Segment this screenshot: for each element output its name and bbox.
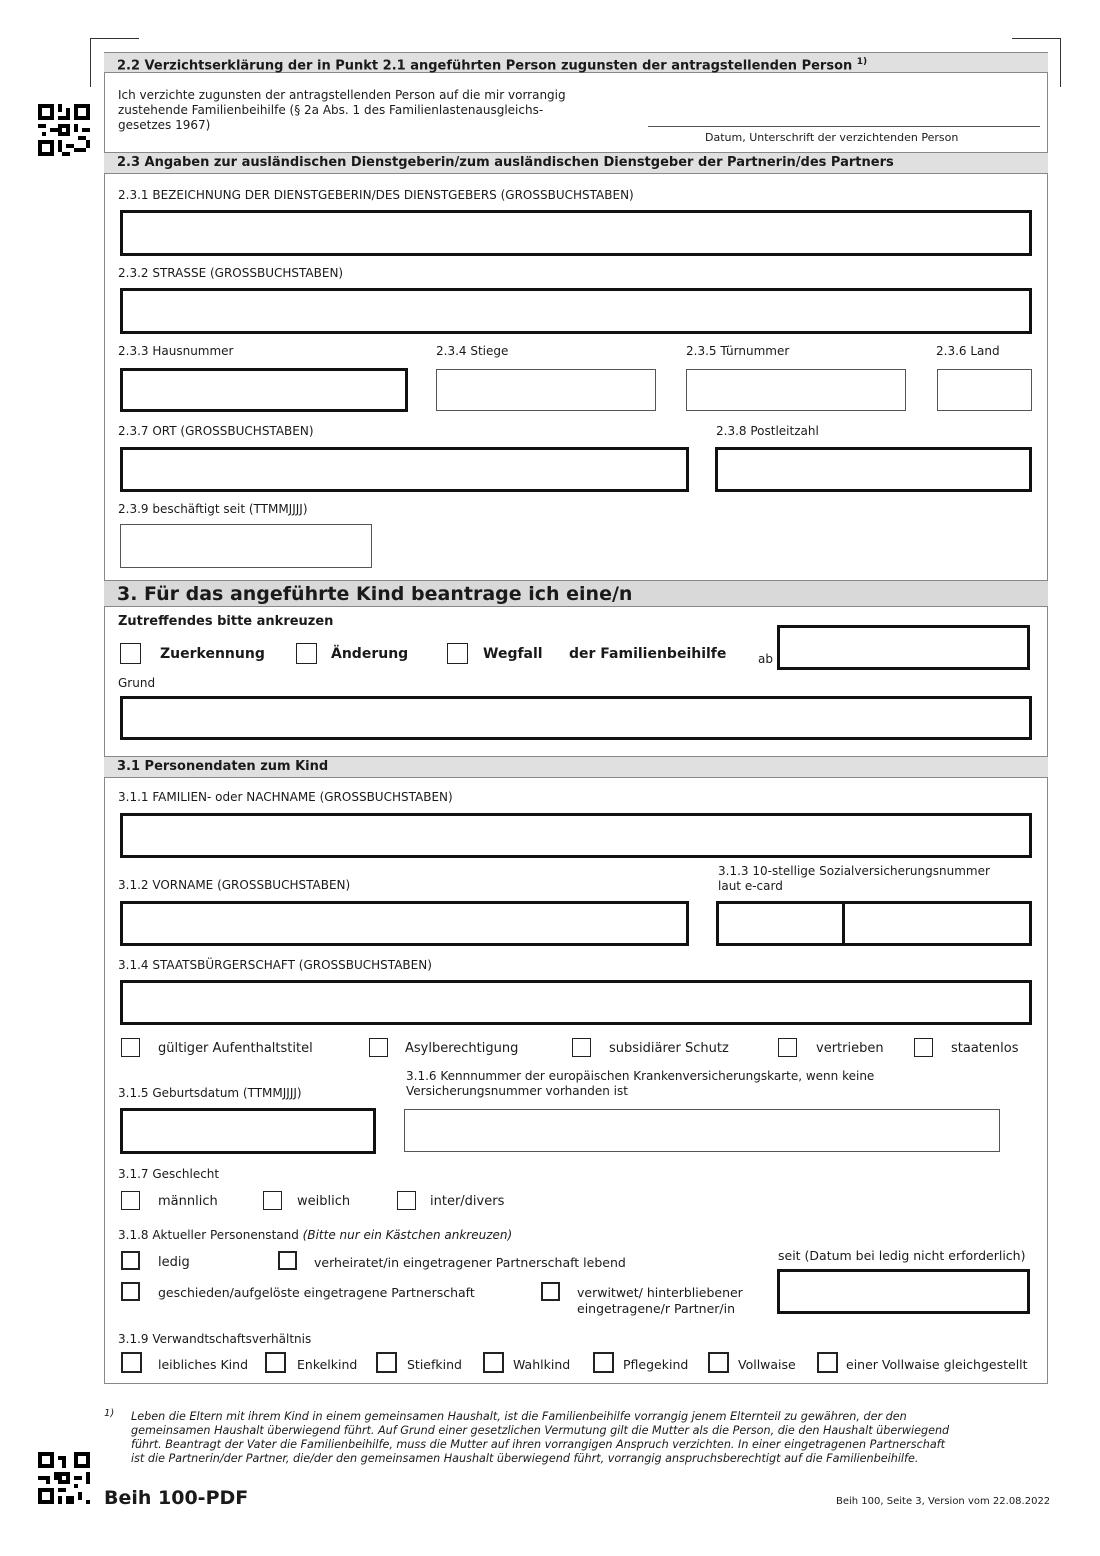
label-3-1-6-line2: Versicherungsnummer vorhanden ist — [406, 1084, 628, 1098]
footnote-line3: führt. Beantragt der Vater die Familienbeihilfe, muss die Mutter auf ihren vorrangigen Anspruch verzichten. In einer eingetragenen Partnerschaft — [131, 1438, 946, 1451]
label-3-1-8-hint: (Bitte nur ein Kästchen ankreuzen) — [302, 1228, 513, 1242]
citizenship-input[interactable] — [120, 980, 1032, 1025]
label-3-1-3-line1: 3.1.3 10-stellige Sozialversicherungsnummer — [718, 864, 990, 878]
section-2-2-header — [104, 52, 1048, 73]
first-name-input[interactable] — [120, 901, 689, 946]
waiver-text-line2: zustehende Familienbeihilfe (§ 2a Abs. 1 des Familienlastenausgleichs- — [118, 103, 544, 117]
label-2-3-7: 2.3.7 ORT (GROSSBUCHSTABEN) — [118, 424, 314, 438]
checkbox-asylberechtigung[interactable] — [369, 1038, 388, 1057]
checkbox-ledig[interactable] — [121, 1251, 140, 1270]
qr-code-bottom — [38, 1452, 90, 1504]
qr-code-top — [38, 104, 90, 156]
checkbox-aufenthaltstitel[interactable] — [121, 1038, 140, 1057]
label-3-1-5: 3.1.5 Geburtsdatum (TTMMJJJJ) — [118, 1086, 302, 1100]
checkbox-staatenlos[interactable] — [914, 1038, 933, 1057]
label-3-1-8 — [118, 1228, 512, 1242]
label-2-3-3: 2.3.3 Hausnummer — [118, 344, 234, 358]
checkbox-weiblich[interactable] — [263, 1191, 282, 1210]
label-2-3-9: 2.3.9 beschäftigt seit (TTMMJJJJ) — [118, 502, 308, 516]
staircase-input[interactable] — [436, 369, 656, 411]
label-subsidiaerer-schutz: subsidiärer Schutz — [609, 1041, 729, 1056]
label-staatenlos: staatenlos — [951, 1041, 1019, 1056]
section-3-1-header — [104, 756, 1048, 778]
label-2-3-5: 2.3.5 Türnummer — [686, 344, 790, 358]
label-wahlkind: Wahlkind — [513, 1357, 571, 1372]
section-3-header — [104, 580, 1048, 607]
label-3-1-9: 3.1.9 Verwandtschaftsverhältnis — [118, 1332, 312, 1346]
checkbox-verheiratet[interactable] — [278, 1251, 297, 1270]
section-2-2-title: 2.2 Verzichtserklärung der in Punkt 2.1 angeführten Person zugunsten der antragstellenden Person — [117, 58, 853, 74]
label-3-1-6-line1: 3.1.6 Kennnummer der europäischen Krankenversicherungskarte, wenn keine — [406, 1069, 875, 1083]
label-geschieden: geschieden/aufgelöste eingetragene Partnerschaft — [158, 1285, 475, 1300]
employed-since-input[interactable] — [120, 524, 372, 568]
label-asylberechtigung: Asylberechtigung — [405, 1041, 519, 1056]
checkbox-vollwaise-gleichgestellt[interactable] — [817, 1352, 838, 1373]
signature-caption: Datum, Unterschrift der verzichtenden Person — [705, 131, 959, 144]
label-vertrieben: vertrieben — [816, 1041, 884, 1056]
checkbox-pflegekind[interactable] — [593, 1352, 614, 1373]
label-2-3-4: 2.3.4 Stiege — [436, 344, 509, 358]
label-vollwaise: Vollwaise — [738, 1357, 796, 1372]
label-verwitwet-line2: eingetragene/r Partner/in — [577, 1301, 736, 1316]
checkbox-subsidiaerer-schutz[interactable] — [572, 1038, 591, 1057]
postal-code-input[interactable] — [715, 447, 1032, 492]
checkbox-stiefkind[interactable] — [376, 1352, 397, 1373]
svnr-part2-input[interactable] — [842, 901, 1032, 946]
reason-input[interactable] — [120, 696, 1032, 740]
waiver-text-line3: gesetzes 1967) — [118, 118, 211, 132]
checkbox-leibliches-kind[interactable] — [121, 1352, 142, 1373]
label-ab: ab — [758, 652, 773, 666]
checkbox-zuerkennung[interactable] — [120, 643, 141, 664]
label-3-1-7: 3.1.7 Geschlecht — [118, 1167, 220, 1181]
footnote-marker: 1) — [104, 1408, 115, 1419]
label-pflegekind: Pflegekind — [623, 1357, 689, 1372]
section-2-3-header — [104, 152, 1048, 174]
section-3-1-title: 3.1 Personendaten zum Kind — [117, 759, 329, 774]
street-input[interactable] — [120, 288, 1032, 334]
label-verheiratet: verheiratet/in eingetragener Partnerschaft lebend — [314, 1255, 626, 1270]
city-input[interactable] — [120, 447, 689, 492]
checkbox-aenderung[interactable] — [296, 643, 317, 664]
checkbox-geschieden[interactable] — [121, 1282, 140, 1301]
label-stiefkind: Stiefkind — [407, 1357, 462, 1372]
door-number-input[interactable] — [686, 369, 906, 411]
country-input[interactable] — [937, 369, 1032, 411]
label-weiblich: weiblich — [297, 1194, 351, 1209]
footnote-ref: 1) — [856, 57, 868, 67]
checkbox-verwitwet[interactable] — [541, 1282, 560, 1301]
checkbox-maennlich[interactable] — [121, 1191, 140, 1210]
marital-since-input[interactable] — [777, 1269, 1030, 1314]
checkbox-wahlkind[interactable] — [483, 1352, 504, 1373]
label-grund: Grund — [118, 676, 156, 690]
checkbox-vollwaise[interactable] — [708, 1352, 729, 1373]
birth-date-input[interactable] — [120, 1108, 376, 1154]
form-id: Beih 100-PDF — [104, 1487, 249, 1509]
label-wegfall: Wegfall — [483, 646, 543, 662]
label-2-3-2: 2.3.2 STRASSE (GROSSBUCHSTABEN) — [118, 266, 344, 280]
section-3-title: 3. Für das angeführte Kind beantrage ich eine/n — [117, 583, 633, 605]
label-maennlich: männlich — [158, 1194, 218, 1209]
footnote-line4: ist die Partnerin/der Partner, die/der den gemeinsamen Haushalt überwiegend führt, vorrangig anspruchsberechtigt auf die Familienbeihilfe. — [131, 1452, 919, 1465]
house-number-input[interactable] — [120, 368, 408, 412]
family-name-input[interactable] — [120, 813, 1032, 858]
waiver-text-line1: Ich verzichte zugunsten der antragstellenden Person auf die mir vorrangig — [118, 88, 566, 102]
from-date-input[interactable] — [777, 625, 1030, 670]
label-3-1-8-text: 3.1.8 Aktueller Personenstand — [118, 1228, 299, 1242]
section-2-3-title: 2.3 Angaben zur ausländischen Dienstgeberin/zum ausländischen Dienstgeber der Partnerin/des Partners — [117, 155, 894, 170]
label-inter-divers: inter/divers — [430, 1194, 505, 1209]
label-seit: seit (Datum bei ledig nicht erforderlich) — [778, 1248, 1026, 1263]
employer-name-input[interactable] — [120, 210, 1032, 256]
label-3-1-4: 3.1.4 STAATSBÜRGERSCHAFT (GROSSBUCHSTABEN) — [118, 958, 432, 972]
label-leibliches-kind: leibliches Kind — [158, 1357, 249, 1372]
signature-line[interactable] — [648, 126, 1040, 127]
ehic-number-input[interactable] — [404, 1109, 1000, 1152]
checkbox-inter-divers[interactable] — [397, 1191, 416, 1210]
label-3-1-3-line2: laut e-card — [718, 879, 783, 893]
footnote-line1: Leben die Eltern mit ihrem Kind in einem gemeinsamen Haushalt, ist die Familienbeihilfe vorrangig jenem Elternteil zu gewähren, der den — [131, 1410, 907, 1423]
label-2-3-6: 2.3.6 Land — [936, 344, 1000, 358]
label-vollwaise-gleichgestellt: einer Vollwaise gleichgestellt — [846, 1357, 1028, 1372]
label-der-familienbeihilfe: der Familienbeihilfe — [569, 646, 727, 662]
checkbox-wegfall[interactable] — [447, 643, 468, 664]
label-aufenthaltstitel: gültiger Aufenthaltstitel — [158, 1041, 313, 1056]
svnr-part1-input[interactable] — [716, 901, 845, 946]
label-2-3-8: 2.3.8 Postleitzahl — [716, 424, 819, 438]
label-verwitwet-line1: verwitwet/ hinterbliebener — [577, 1285, 743, 1300]
label-zuerkennung: Zuerkennung — [160, 646, 265, 662]
page-info: Beih 100, Seite 3, Version vom 22.08.2022 — [836, 1496, 1051, 1507]
label-3-1-2: 3.1.2 VORNAME (GROSSBUCHSTABEN) — [118, 878, 351, 892]
label-3-1-1: 3.1.1 FAMILIEN- oder NACHNAME (GROSSBUCHSTABEN) — [118, 790, 453, 804]
footnote-line2: gemeinsamen Haushalt überwiegend führt. Auf Grund einer gesetzlichen Vermutung gilt die Mutter als die Person, die den Haushalt überwiegend — [131, 1424, 950, 1437]
instruction-tick: Zutreffendes bitte ankreuzen — [118, 614, 334, 629]
label-2-3-1: 2.3.1 BEZEICHNUNG DER DIENSTGEBERIN/DES DIENSTGEBERS (GROSSBUCHSTABEN) — [118, 188, 634, 202]
label-aenderung: Änderung — [331, 646, 409, 662]
checkbox-enkelkind[interactable] — [265, 1352, 286, 1373]
label-enkelkind: Enkelkind — [297, 1357, 358, 1372]
checkbox-vertrieben[interactable] — [778, 1038, 797, 1057]
label-ledig: ledig — [158, 1255, 190, 1270]
